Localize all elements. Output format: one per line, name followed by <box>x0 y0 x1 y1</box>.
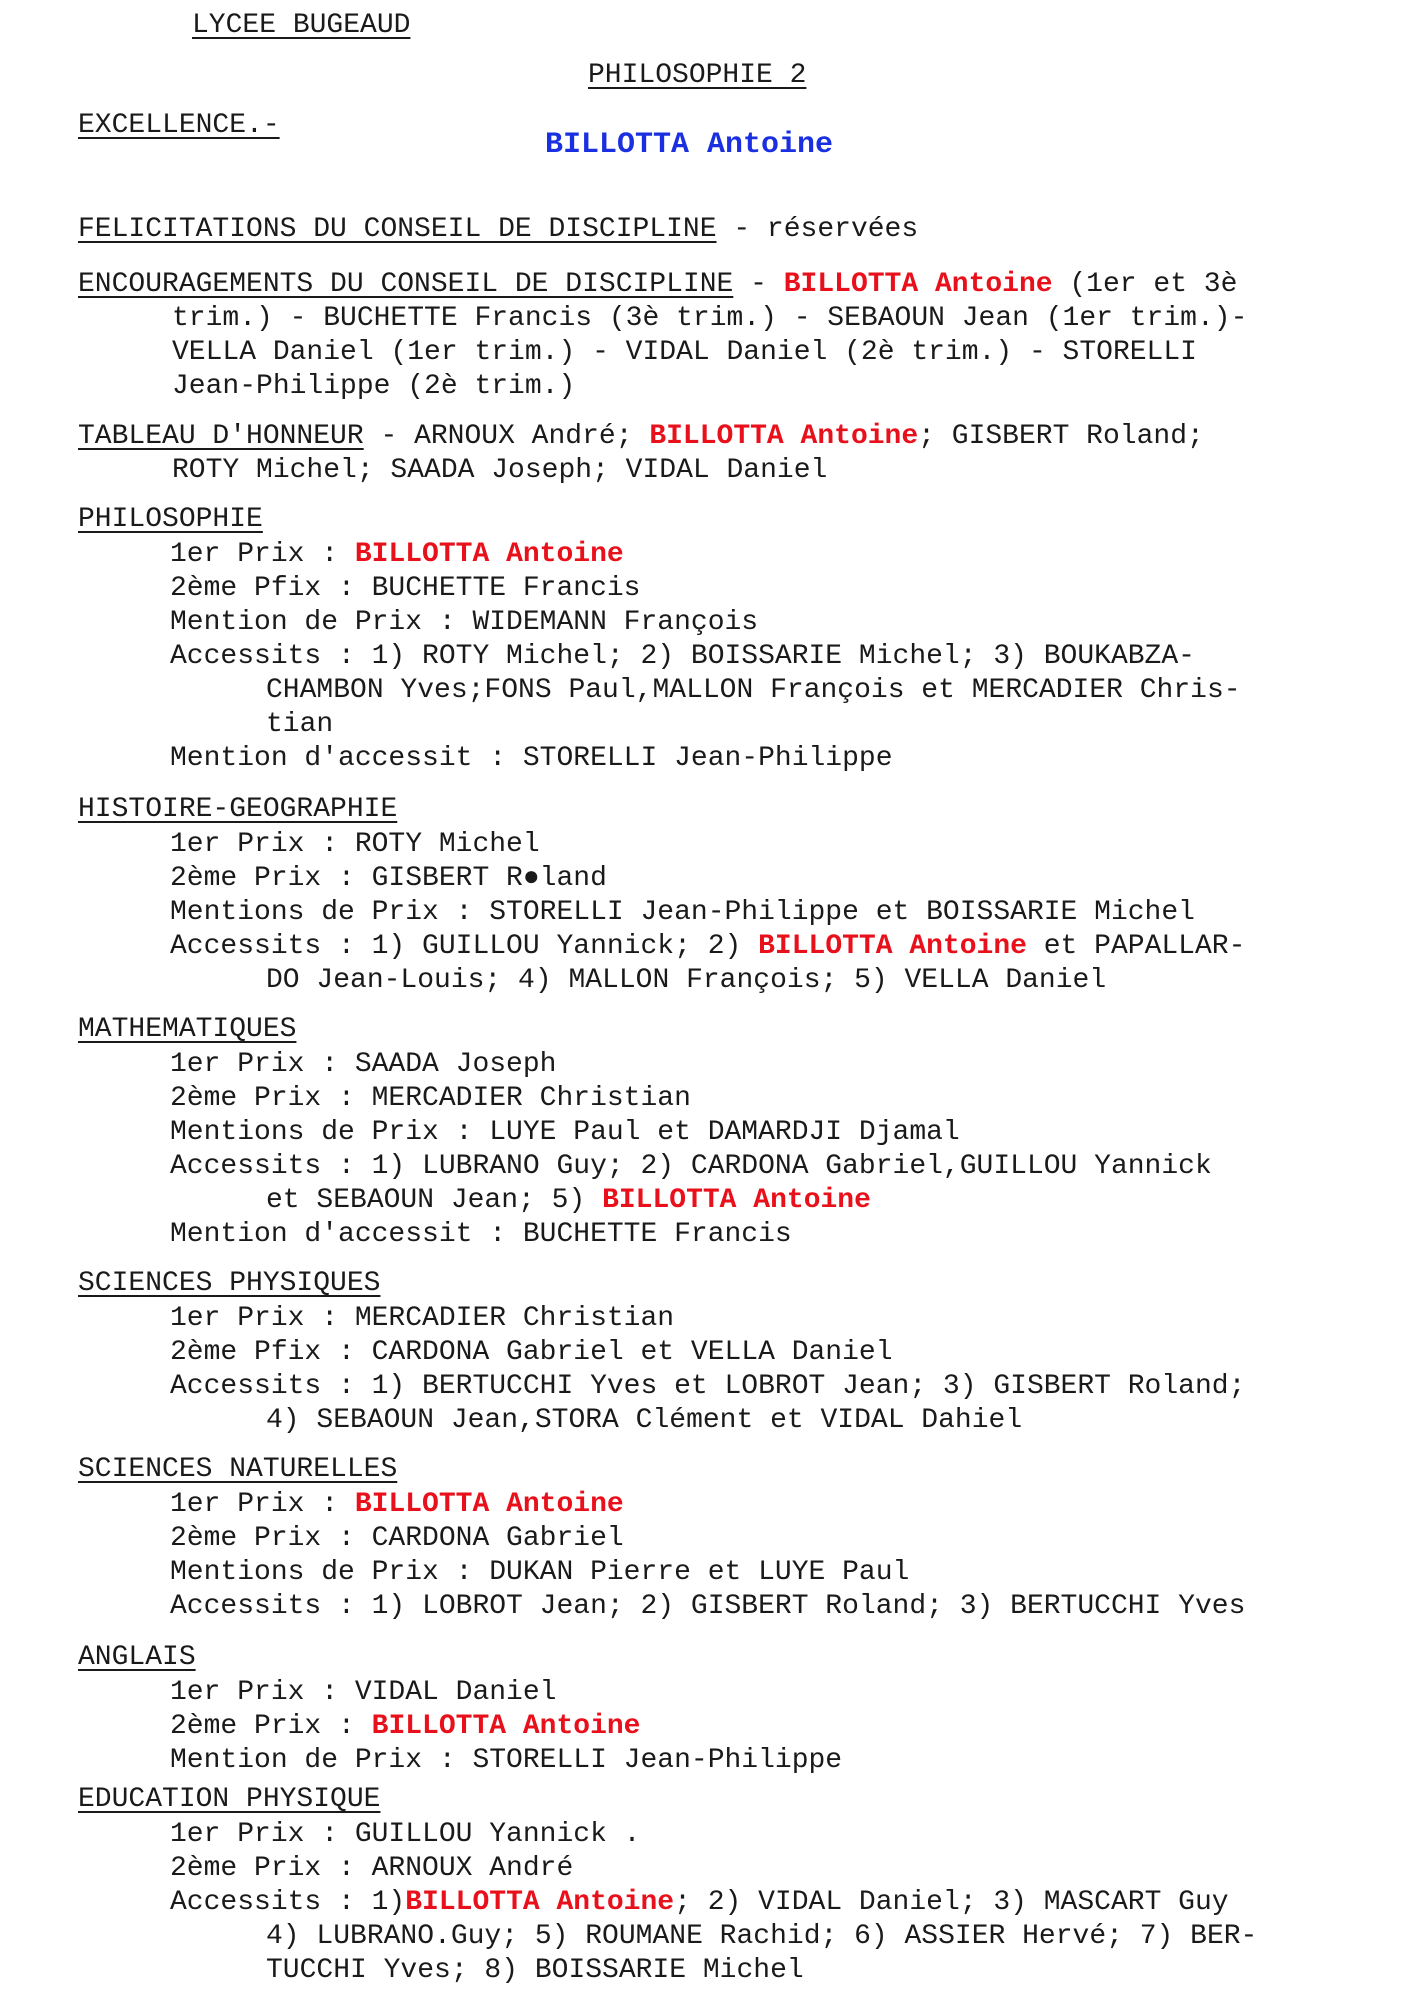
section-title-naturelles: SCIENCES NATURELLES <box>78 1454 398 1485</box>
eps-accessits-3: TUCCHI Yves; 8) BOISSARIE Michel <box>266 1955 804 1986</box>
encouragements-line-4: Jean-Philippe (2è trim.) <box>172 371 576 402</box>
naturelles-entries <box>170 1488 1245 1624</box>
physique-entries <box>170 1302 1245 1438</box>
maths-prize-1: 1er Prix : SAADA Joseph <box>170 1049 557 1080</box>
tableau-line-1 <box>78 420 1204 454</box>
anglais-highlight-name: BILLOTTA Antoine <box>371 1711 641 1742</box>
physique-prize-1: 1er Prix : MERCADIER Christian <box>170 1303 675 1334</box>
section-title-histoire: HISTOIRE-GEOGRAPHIE <box>78 794 398 825</box>
physique-prize-2: 2ème Pfix : CARDONA Gabriel et VELLA Daniel <box>170 1337 893 1368</box>
excellence-label-text: EXCELLENCE.- <box>78 110 280 141</box>
naturelles-accessits-1: Accessits : 1) LOBROT Jean; 2) GISBERT Roland; 3) BERTUCCHI Yves <box>170 1591 1246 1622</box>
eps-prize-1: 1er Prix : GUILLOU Yannick . <box>170 1819 641 1850</box>
anglais-prize-2 <box>170 1710 842 1744</box>
philosophie-entries <box>170 538 1241 776</box>
tableau-label: TABLEAU D'HONNEUR <box>78 421 364 452</box>
philosophie-mention-accessit: Mention d'accessit : STORELLI Jean-Philippe <box>170 743 893 774</box>
histoire-accessits-2: DO Jean-Louis; 4) MALLON François; 5) VELLA Daniel <box>266 965 1107 996</box>
excellence-label <box>78 110 280 141</box>
encouragements-sep: - <box>733 269 784 300</box>
encouragements-line1-rest: (1er et 3è <box>1052 269 1238 300</box>
naturelles-prize-2: 2ème Prix : CARDONA Gabriel <box>170 1523 624 1554</box>
histoire-mentions: Mentions de Prix : STORELLI Jean-Philippe et BOISSARIE Michel <box>170 897 1195 928</box>
eps-prize-2: 2ème Prix : ARNOUX André <box>170 1853 574 1884</box>
maths-highlight-name: BILLOTTA Antoine <box>602 1185 871 1216</box>
encouragements-label: ENCOURAGEMENTS DU CONSEIL DE DISCIPLINE <box>78 269 734 300</box>
tableau-line-2: ROTY Michel; SAADA Joseph; VIDAL Daniel <box>172 455 828 486</box>
naturelles-highlight-name: BILLOTTA Antoine <box>354 1489 624 1520</box>
maths-mention-accessit: Mention d'accessit : BUCHETTE Francis <box>170 1219 792 1250</box>
philosophie-accessits-1: Accessits : 1) ROTY Michel; 2) BOISSARIE Michel; 3) BOUKABZA- <box>170 641 1195 672</box>
maths-entries <box>170 1048 1212 1252</box>
section-title-eps: EDUCATION PHYSIQUE <box>78 1784 381 1815</box>
histoire-entries <box>170 828 1245 998</box>
school-name: LYCEE BUGEAUD <box>192 10 411 41</box>
naturelles-prize-1 <box>170 1488 1245 1522</box>
eps-acc-pre: Accessits : 1) <box>170 1887 406 1918</box>
physique-accessits-2: 4) SEBAOUN Jean,STORA Clément et VIDAL Dahiel <box>266 1405 1023 1436</box>
encouragements-line-3: VELLA Daniel (1er trim.) - VIDAL Daniel (2è trim.) - STORELLI <box>172 337 1197 368</box>
histoire-prize-1: 1er Prix : ROTY Michel <box>170 829 540 860</box>
eps-entries <box>170 1818 1257 1988</box>
physique-accessits-1: Accessits : 1) BERTUCCHI Yves et LOBROT Jean; 3) GISBERT Roland; <box>170 1371 1246 1402</box>
encouragements-line-1 <box>78 268 1237 302</box>
philosophie-mention: Mention de Prix : WIDEMANN François <box>170 607 759 638</box>
eps-accessits-1 <box>170 1886 1257 1920</box>
maths-acc-pre: et SEBAOUN Jean; 5) <box>266 1185 603 1216</box>
tableau-highlight-name: BILLOTTA Antoine <box>649 421 919 452</box>
section-title-philosophie: PHILOSOPHIE <box>78 504 263 535</box>
felicitations-text: - réservées <box>716 214 919 245</box>
anglais-prize-1: 1er Prix : VIDAL Daniel <box>170 1677 557 1708</box>
maths-accessits-2 <box>170 1184 1212 1218</box>
philosophie-prize-2: 2ème Pfix : BUCHETTE Francis <box>170 573 641 604</box>
maths-mentions: Mentions de Prix : LUYE Paul et DAMARDJI Djamal <box>170 1117 960 1148</box>
naturelles-mentions: Mentions de Prix : DUKAN Pierre et LUYE Paul <box>170 1557 910 1588</box>
tableau-pre: - ARNOUX André; <box>363 421 650 452</box>
philosophie-highlight-name: BILLOTTA Antoine <box>354 539 624 570</box>
section-title-maths: MATHEMATIQUES <box>78 1014 297 1045</box>
histoire-highlight-name: BILLOTTA Antoine <box>758 931 1027 962</box>
histoire-acc-pre: Accessits : 1) GUILLOU Yannick; 2) <box>170 931 759 962</box>
excellence-name: BILLOTTA Antoine <box>545 128 834 162</box>
section-title-anglais: ANGLAIS <box>78 1642 196 1673</box>
eps-acc-post: ; 2) VIDAL Daniel; 3) MASCART Guy <box>674 1887 1229 1918</box>
philosophie-prize-1 <box>170 538 1241 572</box>
encouragements-line-2: trim.) - BUCHETTE Francis (3è trim.) - SEBAOUN Jean (1er trim.)- <box>172 303 1248 334</box>
prize-label: 1er Prix : <box>170 539 355 570</box>
felicitations-label: FELICITATIONS DU CONSEIL DE DISCIPLINE <box>78 214 717 245</box>
tableau-post: ; GISBERT Roland; <box>918 421 1204 452</box>
eps-accessits-2: 4) LUBRANO.Guy; 5) ROUMANE Rachid; 6) ASSIER Hervé; 7) BER- <box>266 1921 1258 1952</box>
philosophie-accessits-3: tian <box>266 709 334 740</box>
eps-highlight-name: BILLOTTA Antoine <box>405 1887 675 1918</box>
histoire-accessits-1 <box>170 930 1245 964</box>
prize-label: 1er Prix : <box>170 1489 355 1520</box>
histoire-prize-2: 2ème Prix : GISBERT R●land <box>170 863 607 894</box>
anglais-mention: Mention de Prix : STORELLI Jean-Philippe <box>170 1745 843 1776</box>
felicitations-line <box>78 214 918 245</box>
maths-prize-2: 2ème Prix : MERCADIER Christian <box>170 1083 691 1114</box>
anglais-entries <box>170 1676 842 1778</box>
maths-accessits-1: Accessits : 1) LUBRANO Guy; 2) CARDONA Gabriel,GUILLOU Yannick <box>170 1151 1212 1182</box>
histoire-acc-post: et PAPALLAR- <box>1026 931 1246 962</box>
prize-label: 2ème Prix : <box>170 1711 372 1742</box>
philosophie-accessits-2: CHAMBON Yves;FONS Paul,MALLON François et MERCADIER Chris- <box>266 675 1241 706</box>
section-title-physique: SCIENCES PHYSIQUES <box>78 1268 381 1299</box>
class-name: PHILOSOPHIE 2 <box>588 60 807 91</box>
encouragements-highlight-name: BILLOTTA Antoine <box>783 269 1053 300</box>
